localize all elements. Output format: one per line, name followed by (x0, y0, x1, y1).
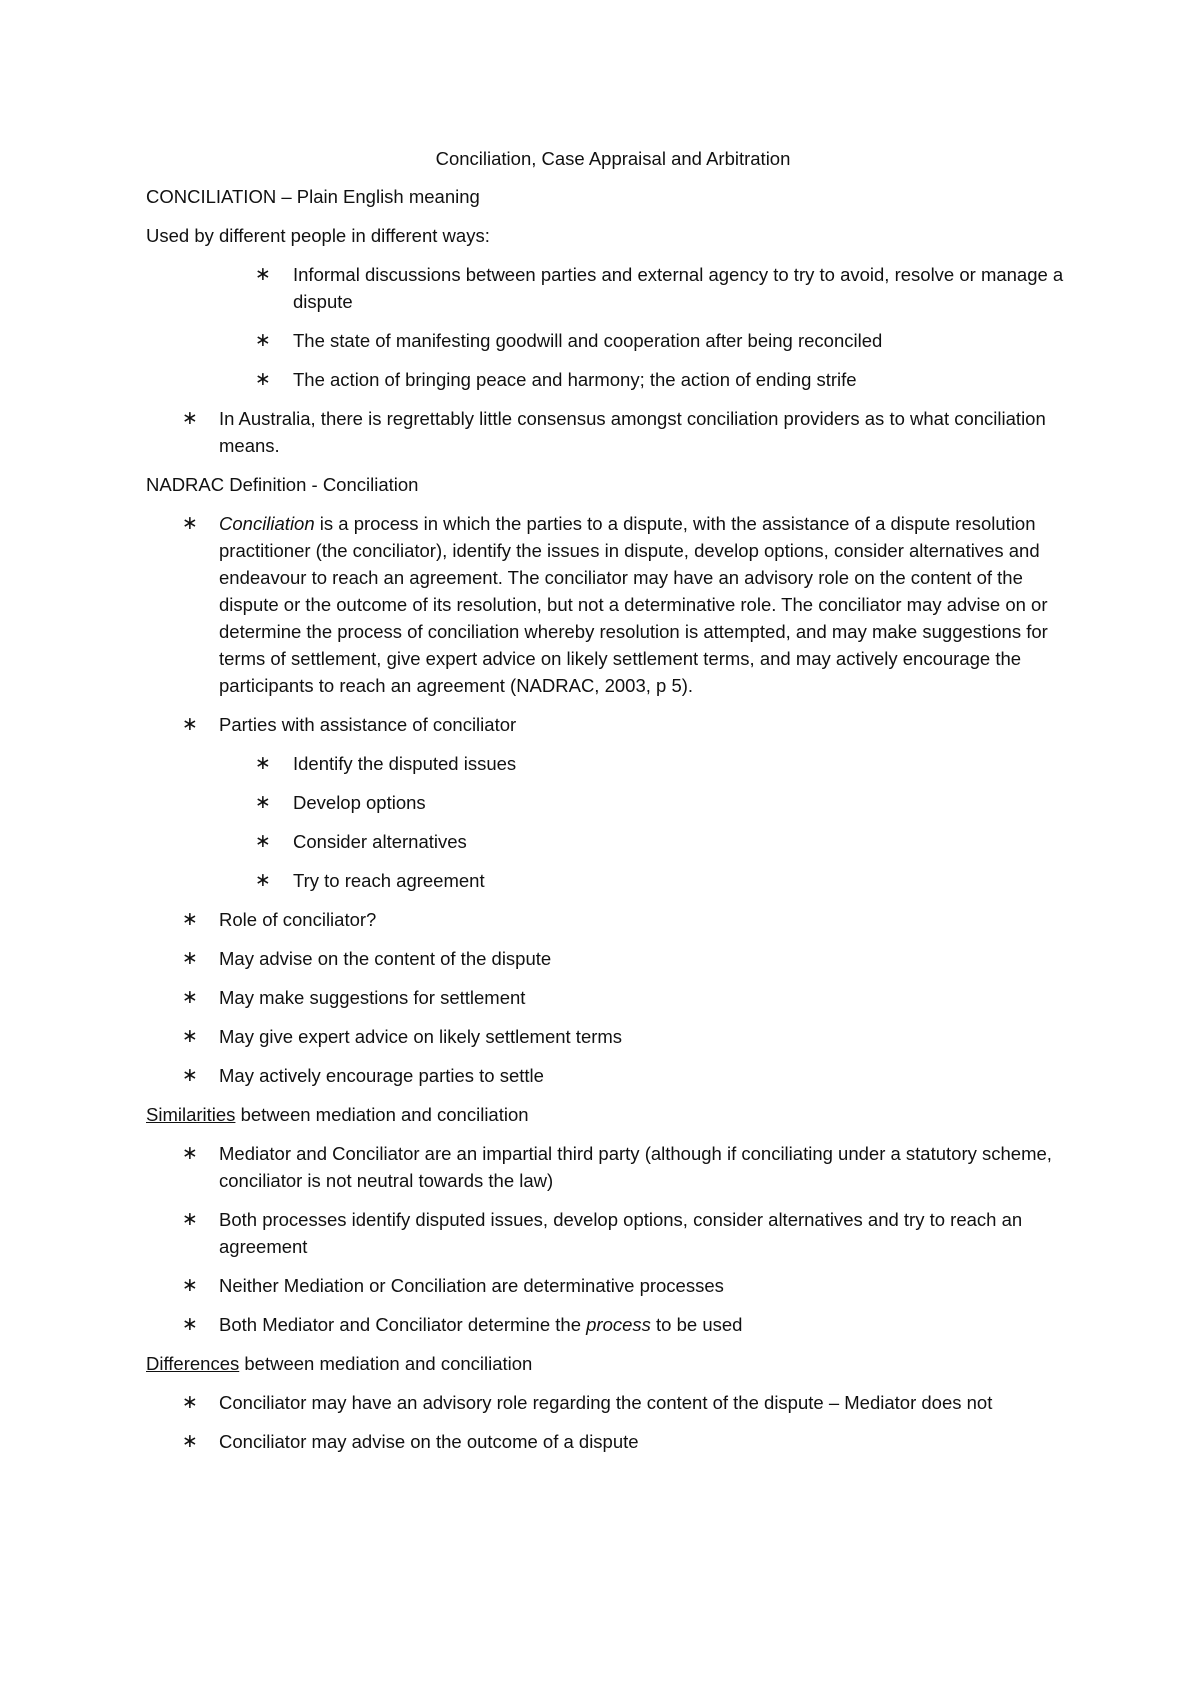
similarities-item-text: Neither Mediation or Conciliation are determinative processes (219, 1275, 724, 1296)
australia-note-text: In Australia, there is regrettably little consensus amongst conciliation providers as to what conciliation means. (219, 408, 1046, 456)
similarities-last-after: to be used (650, 1314, 743, 1335)
bullet-asterisk-icon: ∗ (182, 909, 198, 930)
bullet-asterisk-icon: ∗ (182, 987, 198, 1008)
bullet-asterisk-icon: ∗ (182, 1431, 198, 1452)
similarities-last-before: Both Mediator and Conciliator determine the (219, 1314, 587, 1335)
nadrac-definition (146, 510, 1080, 699)
bullet-asterisk-icon: ∗ (182, 513, 198, 534)
nadrac-heading: NADRAC Definition - Conciliation (146, 474, 419, 495)
bullet-asterisk-icon: ∗ (255, 264, 271, 285)
differences-heading-underlined: Differences (146, 1353, 240, 1374)
similarities-heading (146, 1101, 1080, 1128)
bullet-asterisk-icon: ∗ (255, 753, 271, 774)
role-item (146, 984, 1080, 1011)
role-item (146, 1023, 1080, 1050)
usage-item (146, 366, 1080, 393)
role-item (146, 1062, 1080, 1089)
bullet-asterisk-icon: ∗ (182, 714, 198, 735)
parties-item-text: Try to reach agreement (293, 870, 485, 891)
definition-term: Conciliation (219, 513, 315, 534)
used-by-text: Used by different people in different ways: (146, 225, 490, 246)
parties-heading-text: Parties with assistance of conciliator (219, 714, 517, 735)
role-item (146, 906, 1080, 933)
role-item-text: May give expert advice on likely settlement terms (219, 1026, 623, 1047)
bullet-asterisk-icon: ∗ (255, 831, 271, 852)
role-item (146, 945, 1080, 972)
bullet-asterisk-icon: ∗ (182, 408, 198, 429)
differences-item (146, 1428, 1080, 1455)
parties-item (146, 789, 1080, 816)
differences-item-text: Conciliator may have an advisory role regarding the content of the dispute – Mediator does not (219, 1392, 993, 1413)
usage-item-text: Informal discussions between parties and external agency to try to avoid, resolve or manage a dispute (293, 264, 1064, 312)
usage-item-text: The action of bringing peace and harmony; the action of ending strife (293, 369, 857, 390)
differences-heading-rest: between mediation and conciliation (239, 1353, 533, 1374)
similarities-item (146, 1272, 1080, 1299)
role-item-text: May actively encourage parties to settle (219, 1065, 544, 1086)
conciliation-heading: CONCILIATION – Plain English meaning (146, 186, 480, 207)
bullet-asterisk-icon: ∗ (255, 870, 271, 891)
australia-note (146, 405, 1080, 459)
differences-heading (146, 1350, 1080, 1377)
bullet-asterisk-icon: ∗ (255, 792, 271, 813)
role-item-text: May make suggestions for settlement (219, 987, 526, 1008)
bullet-asterisk-icon: ∗ (182, 1209, 198, 1230)
parties-item (146, 828, 1080, 855)
bullet-asterisk-icon: ∗ (182, 948, 198, 969)
bullet-asterisk-icon: ∗ (182, 1026, 198, 1047)
bullet-asterisk-icon: ∗ (255, 330, 271, 351)
document-title: Conciliation, Case Appraisal and Arbitration (435, 148, 791, 169)
role-item-text: Role of conciliator? (219, 909, 377, 930)
differences-item-text: Conciliator may advise on the outcome of a dispute (219, 1431, 639, 1452)
usage-item (146, 327, 1080, 354)
parties-item-text: Develop options (293, 792, 426, 813)
usage-item-text: The state of manifesting goodwill and cooperation after being reconciled (293, 330, 883, 351)
bullet-asterisk-icon: ∗ (182, 1143, 198, 1164)
differences-item (146, 1389, 1080, 1416)
similarities-item-text: Both processes identify disputed issues, develop options, consider alternatives and try to reach an agreement (219, 1209, 1023, 1257)
bullet-asterisk-icon: ∗ (182, 1065, 198, 1086)
similarities-item (146, 1206, 1080, 1260)
similarities-item (146, 1311, 1080, 1338)
similarities-item-text: Mediator and Conciliator are an impartial third party (although if conciliating under a statutory scheme, conciliator is not neutral towards the law) (219, 1143, 1052, 1191)
parties-item-text: Consider alternatives (293, 831, 467, 852)
bullet-asterisk-icon: ∗ (182, 1275, 198, 1296)
parties-heading (146, 711, 1080, 738)
bullet-asterisk-icon: ∗ (182, 1314, 198, 1335)
similarities-last-emphasis: process (586, 1314, 651, 1335)
parties-item (146, 867, 1080, 894)
parties-item-text: Identify the disputed issues (293, 753, 517, 774)
similarities-heading-rest: between mediation and conciliation (235, 1104, 529, 1125)
parties-item (146, 750, 1080, 777)
bullet-asterisk-icon: ∗ (182, 1392, 198, 1413)
similarities-item (146, 1140, 1080, 1194)
role-item-text: May advise on the content of the dispute (219, 948, 552, 969)
usage-item (146, 261, 1080, 315)
definition-text: is a process in which the parties to a dispute, with the assistance of a dispute resolution practitioner (the conciliator), identify the issues in dispute, develop options, consider alternatives and endeavour to reach an agreement. The conciliator may have an advisory role on the content of the dispute or the outcome of its resolution, but not a determinative role. The conciliator may advise on or determine the process of conciliation whereby resolution is attempted, and may make suggestions for terms of settlement, give expert advice on likely settlement terms, and may actively encourage the participants to reach an agreement (NADRAC, 2003, p 5). (219, 513, 1048, 696)
bullet-asterisk-icon: ∗ (255, 369, 271, 390)
similarities-heading-underlined: Similarities (146, 1104, 236, 1125)
